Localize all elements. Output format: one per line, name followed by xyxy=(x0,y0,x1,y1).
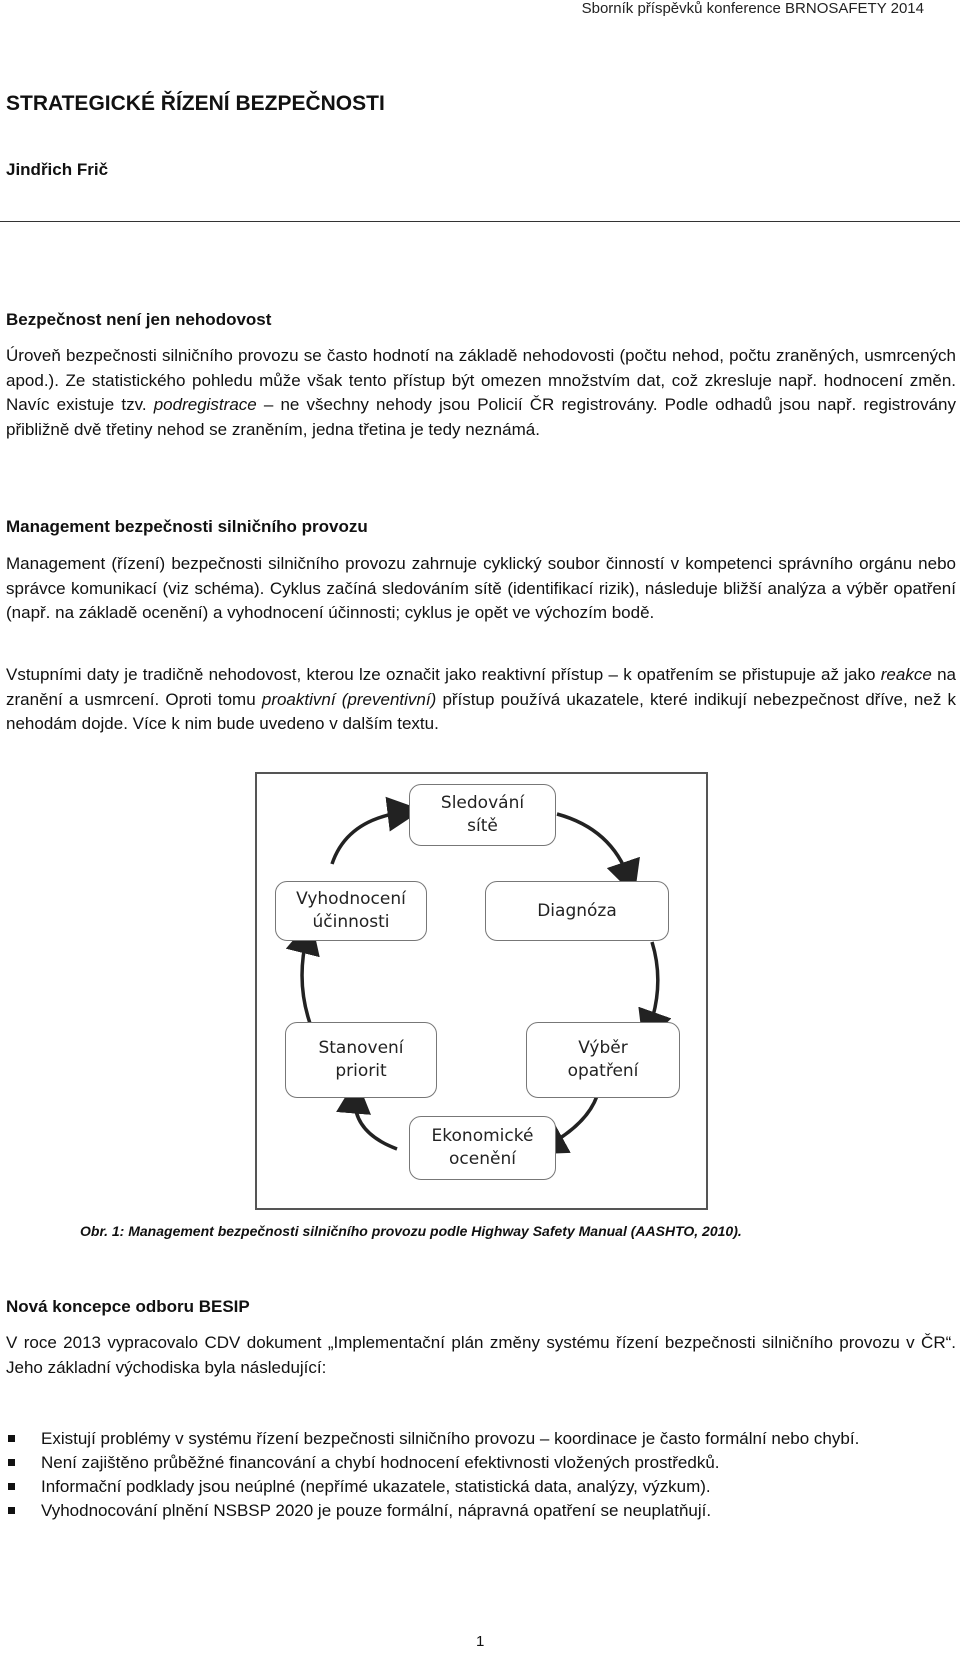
header-divider xyxy=(0,221,960,222)
author-name: Jindřich Frič xyxy=(6,160,109,179)
paragraph-safety: Úroveň bezpečnosti silničního provozu se často hodnotí na základě nehodovosti (počtu nehod, počtu zraněných, usmrcených apod.). Ze statistického pohledu může však tento přístup být omezen množstvím dat, což zkresluje např. hodnocení změn. Navíc existuje tzv. podregistrace – ne všechny nehody jsou Policií ČR registrovány. Podle odhadů jsou např. registrovány přibližně dvě třetiny nehod se zraněním, jedna třetina je tedy neznámá. xyxy=(6,346,956,439)
bullet-square-icon xyxy=(8,1483,15,1490)
list-item: Informační podklady jsou neúplné (nepřímé ukazatele, statistická data, analýzy, výzkum). xyxy=(6,1475,946,1499)
arrow-priority-to-evaluation xyxy=(302,936,312,1029)
arrow-evaluation-to-monitoring xyxy=(332,812,405,864)
node-priority: Stanovení priorit xyxy=(285,1022,437,1098)
arrow-monitoring-to-diagnosis xyxy=(557,814,629,879)
node-selection: Výběr opatření xyxy=(526,1022,680,1098)
paragraph-management-2: Vstupními daty je tradičně nehodovost, kterou lze označit jako reaktivní přístup – k opatřením se přistupuje až jako reakce na zranění a usmrcení. Oproti tomu proaktivní (preventivní) přístup používá ukazatele, které indikují nebezpečnost dříve, než k nehodám dojde. Více k nim bude uvedeno v dalším textu. xyxy=(6,665,957,733)
running-head: Sborník příspěvků konference BRNOSAFETY 2014 xyxy=(581,0,924,17)
section-heading-besip: Nová koncepce odboru BESIP xyxy=(6,1297,250,1316)
node-monitoring: Sledování sítě xyxy=(409,784,556,846)
bullet-square-icon xyxy=(8,1435,15,1442)
node-evaluation: Vyhodnocení účinnosti xyxy=(275,881,427,941)
paragraph-management-1: Management (řízení) bezpečnosti silničního provozu zahrnuje cyklický soubor činností v kompetenci správního orgánu nebo správce komunikací (viz schéma). Cyklus začíná sledováním sítě (identifikací rizik), následuje bližší analýza a výběr opatření (např. na základě ocenění) a vyhodnocení účinnosti; cyklus je opět ve výchozím bodě. xyxy=(6,554,956,622)
node-economic: Ekonomické ocenění xyxy=(409,1116,556,1180)
bullet-square-icon xyxy=(8,1459,15,1466)
paper-title: STRATEGICKÉ ŘÍZENÍ BEZPEČNOSTI xyxy=(6,92,385,115)
arrow-diagnosis-to-selection xyxy=(649,942,658,1029)
section-heading-management: Management bezpečnosti silničního provozu xyxy=(6,517,368,536)
figure-caption: Obr. 1: Management bezpečnosti silničního provozu podle Highway Safety Manual (AASHTO, 2010). xyxy=(80,1223,742,1239)
arrow-economic-to-priority xyxy=(355,1096,397,1149)
list-item: Existují problémy v systému řízení bezpečnosti silničního provozu – koordinace je často formální nebo chybí. xyxy=(6,1427,946,1451)
bullet-square-icon xyxy=(8,1507,15,1514)
section-heading-safety: Bezpečnost není jen nehodovost xyxy=(6,310,272,329)
list-item: Není zajištěno průběžné financování a chybí hodnocení efektivnosti vložených prostředků. xyxy=(6,1451,946,1475)
bullet-list xyxy=(6,1427,946,1523)
list-item: Vyhodnocování plnění NSBSP 2020 je pouze formální, nápravná opatření se neuplatňují. xyxy=(6,1499,946,1523)
paragraph-besip: V roce 2013 vypracovalo CDV dokument „Implementační plán změny systému řízení bezpečnosti silničního provozu v ČR“. Jeho základní východiska byla následující: xyxy=(6,1333,956,1377)
page-number: 1 xyxy=(476,1633,485,1650)
management-cycle-diagram xyxy=(255,772,708,1210)
node-diagnosis: Diagnóza xyxy=(485,881,669,941)
